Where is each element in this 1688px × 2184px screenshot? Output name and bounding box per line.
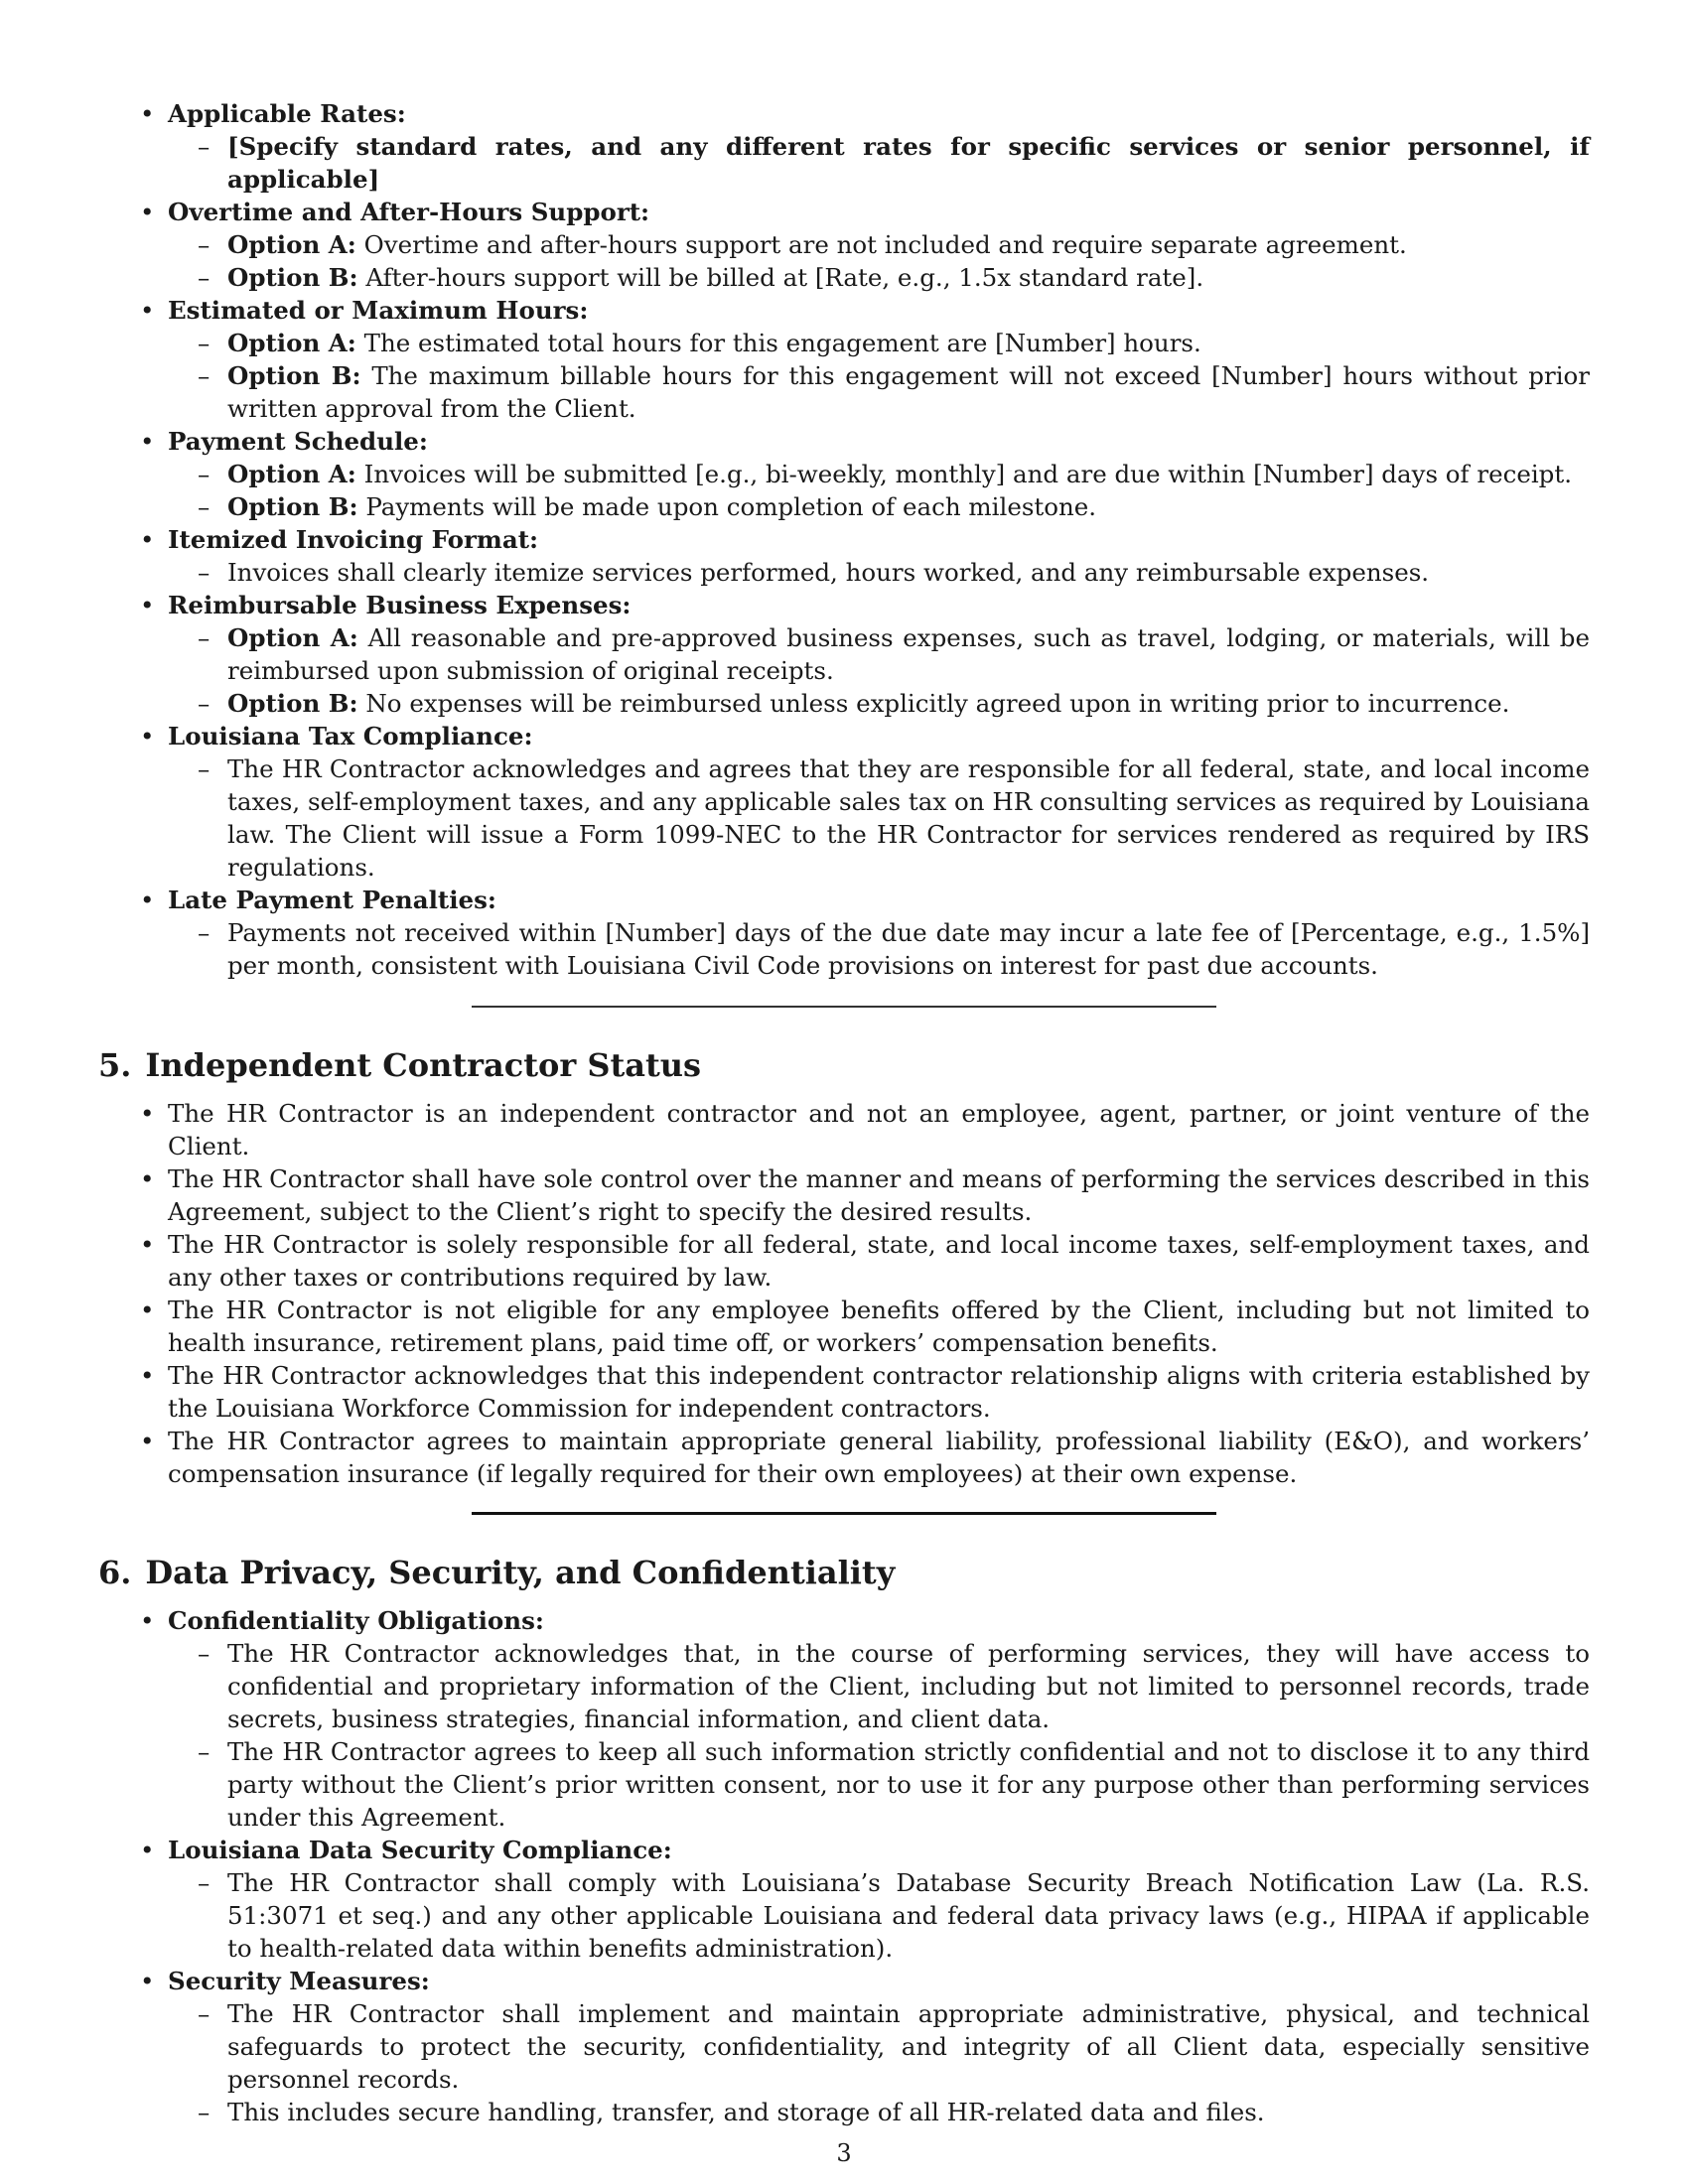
list-item	[98, 294, 1590, 425]
section-5-list	[98, 1097, 1590, 1490]
section-title: Independent Contractor Status	[145, 1046, 702, 1084]
option-label: Option B:	[227, 263, 358, 292]
section-title: Data Privacy, Security, and Confidentiality	[145, 1554, 896, 1591]
sub-item	[98, 359, 1590, 425]
sub-item-text: All reasonable and pre-approved business expenses, such as travel, lodging, or materials, will be reimbursed upon submission of original receipts.	[227, 623, 1590, 685]
option-label: Option A:	[227, 623, 358, 652]
item-title: Louisiana Data Security Compliance:	[168, 1836, 672, 1864]
item-title: Overtime and After-Hours Support:	[168, 198, 650, 226]
list-item	[98, 884, 1590, 982]
option-label: Option B:	[227, 492, 358, 521]
list-item: • The HR Contractor acknowledges that this independent contractor relationship aligns with criteria established by the Louisiana Workforce Commission for independent contractors.	[98, 1359, 1590, 1425]
page-number: 3	[836, 2139, 852, 2167]
sub-item-text: Invoices shall clearly itemize services performed, hours worked, and any reimbursable expenses.	[227, 558, 1430, 587]
page-content	[98, 97, 1590, 2128]
list-item: • The HR Contractor is solely responsible for all federal, state, and local income taxes, self-employment taxes, and any other taxes or contributions required by law.	[98, 1228, 1590, 1294]
sub-item	[98, 261, 1590, 294]
section-6-heading	[98, 1551, 1590, 1594]
payment-terms-list	[98, 97, 1590, 982]
list-item	[98, 1965, 1590, 2128]
option-label: Option A:	[227, 460, 356, 488]
sub-item-text: Payments not received within [Number] days of the due date may incur a late fee of [Percentage, e.g., 1.5%] per month, consistent with Louisiana Civil Code provisions on interest for past due accounts.	[227, 918, 1590, 980]
section-divider	[472, 1512, 1216, 1515]
option-label: Option B:	[227, 361, 361, 390]
list-item	[98, 720, 1590, 884]
item-title: Estimated or Maximum Hours:	[168, 296, 589, 325]
item-title: Louisiana Tax Compliance:	[168, 722, 533, 751]
sub-item: – The HR Contractor acknowledges that, in the course of performing services, they will have access to confidential and proprietary information of the Client, including but not limited to personnel records, trade secrets, business strategies, financial information, and client data.	[98, 1637, 1590, 1735]
item-title: Itemized Invoicing Format:	[168, 525, 539, 554]
sub-item-text: After-hours support will be billed at [Rate, e.g., 1.5x standard rate].	[365, 263, 1204, 292]
list-item	[98, 523, 1590, 589]
sub-item: – The HR Contractor agrees to keep all such information strictly confidential and not to disclose it to any third party without the Client’s prior written consent, nor to use it for any purpose other than performing services under this Agreement.	[98, 1735, 1590, 1834]
list-item	[98, 1604, 1590, 1834]
list-item	[98, 1834, 1590, 1965]
sub-item-text: [Specify standard rates, and any different rates for specific services or senior personnel, if applicable]	[227, 132, 1590, 194]
section-5-heading	[98, 1043, 1590, 1087]
section-divider	[472, 1006, 1216, 1008]
sub-item-text: The estimated total hours for this engagement are [Number] hours.	[363, 329, 1201, 357]
sub-item-text: Overtime and after-hours support are not included and require separate agreement.	[363, 230, 1407, 259]
item-title: Confidentiality Obligations:	[168, 1606, 544, 1635]
sub-item-text: No expenses will be reimbursed unless explicitly agreed upon in writing prior to incurrence.	[365, 689, 1510, 718]
sub-item-text: The maximum billable hours for this engagement will not exceed [Number] hours without prior written approval from the Client.	[227, 361, 1590, 423]
sub-item	[98, 490, 1590, 523]
sub-item	[98, 327, 1590, 359]
item-title: Security Measures:	[168, 1967, 430, 1995]
list-item: • The HR Contractor shall have sole control over the manner and means of performing the services described in this Agreement, subject to the Client’s right to specify the desired results.	[98, 1162, 1590, 1228]
item-title: Reimbursable Business Expenses:	[168, 591, 632, 619]
sub-item: – The HR Contractor shall implement and maintain appropriate administrative, physical, and technical safeguards to protect the security, confidentiality, and integrity of all Client data, especially sensitive personnel records.	[98, 1997, 1590, 2096]
sub-item: – This includes secure handling, transfer, and storage of all HR-related data and files.	[98, 2096, 1590, 2128]
list-item	[98, 97, 1590, 196]
sub-item-text: The HR Contractor acknowledges and agrees that they are responsible for all federal, state, and local income taxes, self-employment taxes, and any applicable sales tax on HR consulting services as required by Louisiana law. The Client will issue a Form 1099-NEC to the HR Contractor for services rendered as required by IRS regulations.	[227, 754, 1590, 882]
sub-item	[98, 458, 1590, 490]
list-item: • The HR Contractor agrees to maintain appropriate general liability, professional liability (E&O), and workers’ compensation insurance (if legally required for their own employees) at their own expense.	[98, 1425, 1590, 1490]
option-label: Option A:	[227, 230, 356, 259]
item-title: Payment Schedule:	[168, 427, 428, 456]
sub-item-text: Invoices will be submitted [e.g., bi-weekly, monthly] and are due within [Number] days of receipt.	[363, 460, 1572, 488]
list-item	[98, 589, 1590, 720]
list-item	[98, 425, 1590, 523]
section-6-list	[98, 1604, 1590, 2128]
sub-item-text: Payments will be made upon completion of each milestone.	[365, 492, 1097, 521]
item-title: Applicable Rates:	[168, 99, 406, 128]
sub-item	[98, 752, 1590, 884]
list-item: • The HR Contractor is an independent contractor and not an employee, agent, partner, or joint venture of the Client.	[98, 1097, 1590, 1162]
sub-item	[98, 687, 1590, 720]
list-item: • The HR Contractor is not eligible for any employee benefits offered by the Client, including but not limited to health insurance, retirement plans, paid time off, or workers’ compensation benefits.	[98, 1294, 1590, 1359]
option-label: Option B:	[227, 689, 358, 718]
section-number: 6.	[98, 1554, 132, 1591]
sub-item	[98, 916, 1590, 982]
option-label: Option A:	[227, 329, 356, 357]
section-number: 5.	[98, 1046, 132, 1084]
list-item	[98, 196, 1590, 294]
sub-item: – The HR Contractor shall comply with Louisiana’s Database Security Breach Notification Law (La. R.S. 51:3071 et seq.) and any other applicable Louisiana and federal data privacy laws (e.g., HIPAA if applicable to health-related data within benefits administration).	[98, 1866, 1590, 1965]
item-title: Late Payment Penalties:	[168, 886, 496, 914]
sub-item	[98, 556, 1590, 589]
sub-item	[98, 228, 1590, 261]
sub-item	[98, 130, 1590, 196]
sub-item	[98, 621, 1590, 687]
